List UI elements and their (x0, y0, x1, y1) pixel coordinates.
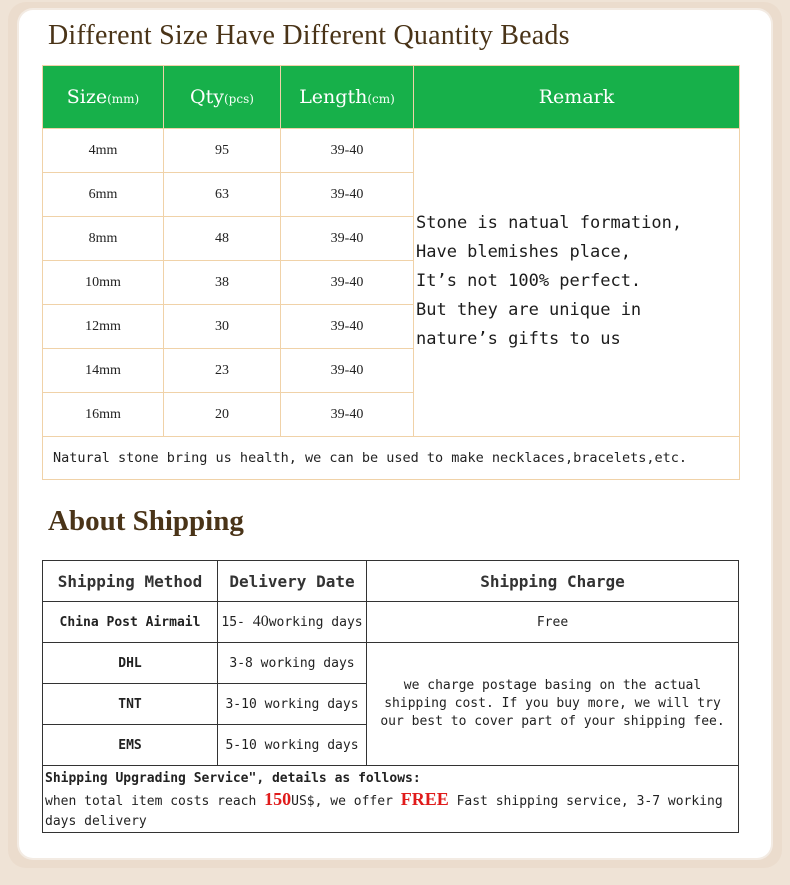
length-header-label: Length (299, 86, 368, 108)
size-cell: 14mm (43, 349, 164, 393)
table-row (43, 129, 740, 173)
shipping-header-row (43, 561, 739, 602)
upgrade-text-mid: US$, we offer (291, 794, 401, 809)
qty-cell: 95 (164, 129, 281, 173)
size-header-unit: (mm) (107, 92, 140, 106)
note-row (43, 437, 740, 480)
shipping-table (42, 560, 739, 833)
method-column-header: Shipping Method (43, 561, 218, 602)
method-cell: TNT (43, 684, 218, 725)
size-cell: 12mm (43, 305, 164, 349)
size-column-header (43, 66, 164, 129)
delivery-cell: 5-10 working days (218, 725, 367, 766)
upgrade-service-cell (43, 766, 739, 833)
delivery-post: working days (268, 615, 363, 630)
length-cell: 39-40 (281, 217, 414, 261)
remark-line: Stone is natual formation, (416, 213, 683, 233)
length-cell: 39-40 (281, 129, 414, 173)
shipping-title: About Shipping (48, 505, 244, 537)
delivery-days-number: 40 (252, 613, 269, 630)
length-cell: 39-40 (281, 393, 414, 437)
remark-cell (414, 129, 740, 437)
remark-line: It’s not 100% perfect. (416, 271, 642, 291)
size-header-label: Size (66, 86, 108, 108)
method-cell: DHL (43, 643, 218, 684)
method-cell: EMS (43, 725, 218, 766)
length-header-unit: (cm) (367, 92, 395, 106)
table-row (43, 602, 739, 643)
remark-line: Have blemishes place, (416, 242, 631, 262)
qty-cell: 23 (164, 349, 281, 393)
method-cell: China Post Airmail (43, 602, 218, 643)
length-column-header (281, 66, 414, 129)
qty-cell: 48 (164, 217, 281, 261)
charge-column-header: Shipping Charge (367, 561, 739, 602)
remark-line: nature’s gifts to us (416, 329, 621, 349)
size-cell: 16mm (43, 393, 164, 437)
qty-header-unit: (pcs) (224, 92, 254, 106)
remark-column-header: Remark (414, 66, 740, 129)
delivery-column-header: Delivery Date (218, 561, 367, 602)
length-cell: 39-40 (281, 261, 414, 305)
upgrade-heading: Shipping Upgrading Service", details as follows: (45, 771, 421, 786)
natural-stone-note: Natural stone bring us health, we can be used to make necklaces,bracelets,etc. (43, 437, 740, 480)
upgrade-amount: 150 (264, 789, 292, 809)
express-charge-cell: we charge postage basing on the actual shipping cost. If you buy more, we will try our best to cover part of your shipping fee. (367, 643, 739, 766)
qty-cell: 20 (164, 393, 281, 437)
length-cell: 39-40 (281, 173, 414, 217)
length-cell: 39-40 (281, 305, 414, 349)
delivery-cell (218, 602, 367, 643)
upgrade-text-pre: when total item costs reach (45, 794, 265, 809)
delivery-pre: 15- (221, 615, 245, 630)
size-cell: 4mm (43, 129, 164, 173)
charge-cell: Free (367, 602, 739, 643)
qty-cell: 63 (164, 173, 281, 217)
size-cell: 8mm (43, 217, 164, 261)
table-row (43, 643, 739, 684)
remark-line: But they are unique in (416, 300, 642, 320)
bead-size-table (42, 65, 740, 480)
length-cell: 39-40 (281, 349, 414, 393)
qty-cell: 38 (164, 261, 281, 305)
bead-quantity-title: Different Size Have Different Quantity Beads (48, 20, 570, 51)
delivery-cell: 3-10 working days (218, 684, 367, 725)
upgrade-row (43, 766, 739, 833)
upgrade-free-label: FREE (400, 789, 449, 809)
qty-header-label: Qty (190, 86, 224, 108)
delivery-cell: 3-8 working days (218, 643, 367, 684)
size-cell: 6mm (43, 173, 164, 217)
upgrade-text-post: Fast shipping service, 3-7 working days delivery (45, 794, 723, 829)
qty-cell: 30 (164, 305, 281, 349)
bead-table-header-row (43, 66, 740, 129)
qty-column-header (164, 66, 281, 129)
size-cell: 10mm (43, 261, 164, 305)
